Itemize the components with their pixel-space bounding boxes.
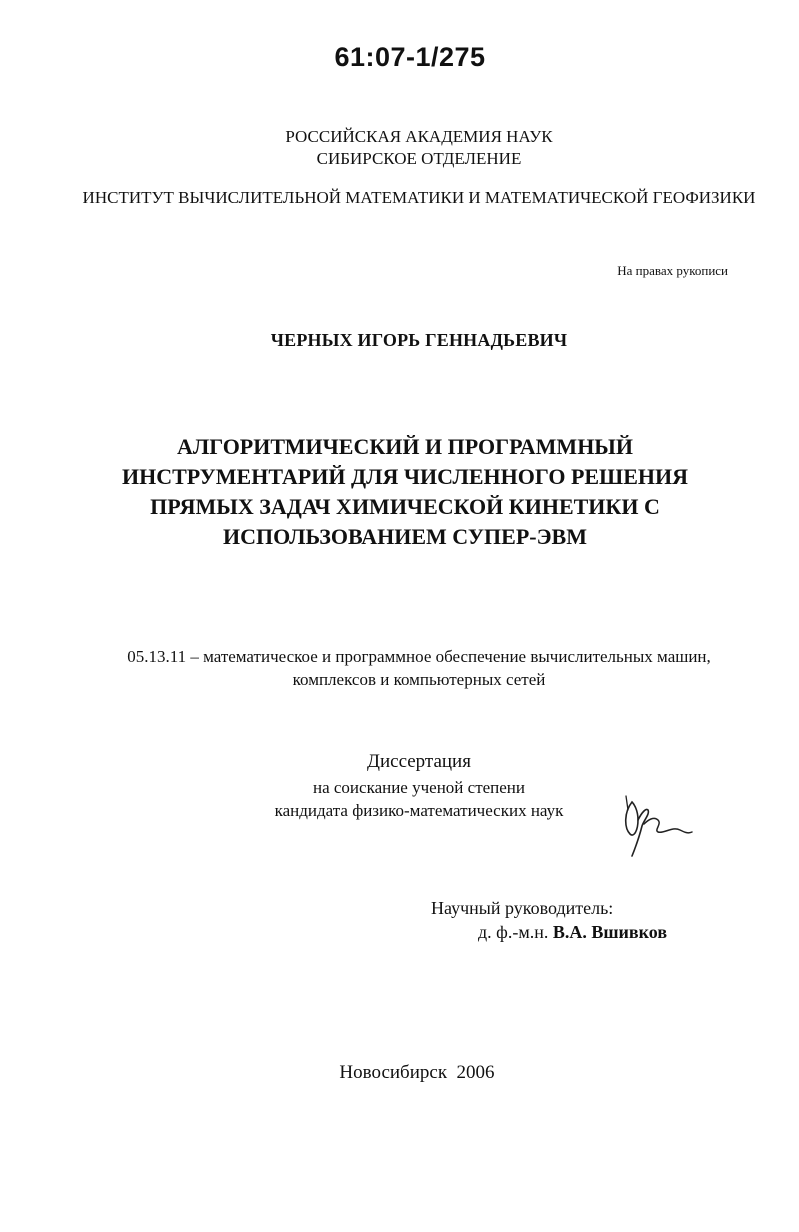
supervisor-line: [478, 922, 667, 943]
branch-name: СИБИРСКОЕ ОТДЕЛЕНИЕ: [316, 149, 522, 168]
dissertation-title: [0, 432, 799, 552]
title-line: АЛГОРИТМИЧЕСКИЙ И ПРОГРАММНЫЙ: [176, 434, 634, 459]
institute-name: ИНСТИТУТ ВЫЧИСЛИТЕЛЬНОЙ МАТЕМАТИКИ И МАТЕМАТИЧЕСКОЙ ГЕОФИЗИКИ: [82, 188, 756, 207]
degree-line: кандидата физико-математических наук: [274, 801, 564, 820]
supervisor-name: В.А. Вшивков: [552, 922, 668, 942]
document-type-heading: Диссертация: [367, 751, 471, 772]
manuscript-rights-note: На правах рукописи: [617, 263, 728, 278]
author-name: ЧЕРНЫХ ИГОРЬ ГЕННАДЬЕВИЧ: [270, 330, 568, 350]
city-and-year: Новосибирск 2006: [339, 1062, 495, 1083]
title-line: ИНСТРУМЕНТАРИЙ ДЛЯ ЧИСЛЕННОГО РЕШЕНИЯ: [121, 464, 689, 489]
supervisor-label: Научный руководитель:: [431, 898, 614, 918]
specialty-line: 05.13.11 – математическое и программное обеспечение вычислительных машин,: [127, 647, 711, 666]
specialty-line: комплексов и компьютерных сетей: [292, 670, 546, 689]
archive-stamp-number: 61:07-1/275: [334, 42, 486, 72]
academy-name: РОССИЙСКАЯ АКАДЕМИЯ НАУК: [285, 127, 553, 146]
specialty-code: [0, 645, 799, 691]
title-line: ИСПОЛЬЗОВАНИЕМ СУПЕР-ЭВМ: [223, 524, 587, 549]
degree-line: на соискание ученой степени: [312, 778, 526, 797]
title-line: ПРЯМЫХ ЗАДАЧ ХИМИЧЕСКОЙ КИНЕТИКИ С: [150, 494, 660, 519]
handwritten-signature-icon: [618, 790, 698, 860]
supervisor-degree: д. ф.-м.н.: [478, 922, 553, 942]
